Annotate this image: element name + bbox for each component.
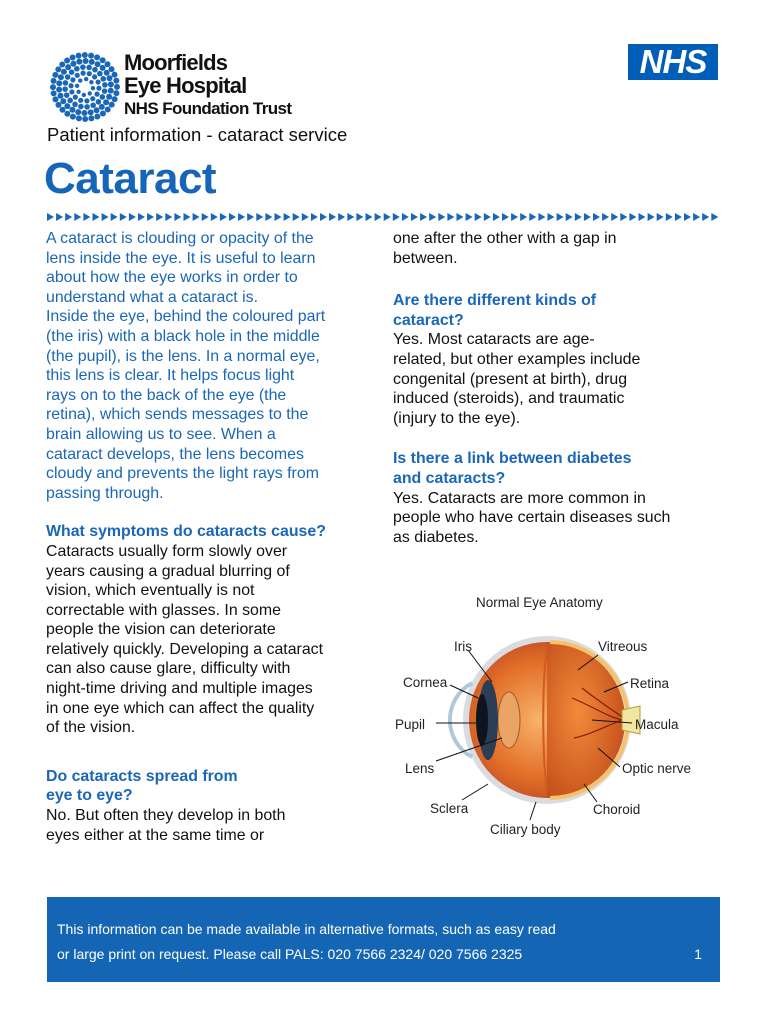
nhs-logo: NHS [628,44,718,80]
document-subtitle: Patient information - cataract service [47,124,348,145]
hospital-name-line1: Moorfields [124,50,228,75]
heading-kinds: Are there different kinds of cataract? [393,292,597,329]
answer-diabetes: Yes. Cataracts are more common in people who have certain diseases such as diabetes. [393,489,671,546]
footer-banner [47,897,720,982]
label-cornea: Cornea [403,675,448,690]
intro-text: A cataract is clouding or opacity of the lens inside the eye. It is useful to learn about how the eye works in order to understand what a cataract is. Inside the eye, behind the coloured part (the iris) with a black hole in the middle (the pupil), is the lens. In a normal eye, this lens is clear. It helps focus light rays on to the back of the eye (the retina), which sends messages to the brain allowing us to see. When a cataract develops, the lens becomes cloudy and prevents the light rays from passing through. [46,230,326,502]
answer-kinds: Yes. Most cataracts are age- related, but other examples include congenital (present at birth), drug induced (steroids), and traumatic (injury to the eye). [393,331,641,427]
label-optic-nerve: Optic nerve [622,761,692,776]
moorfields-sunburst-icon [50,52,120,122]
answer-spread: No. But often they develop in both eyes either at the same time or [46,807,286,844]
heading-diabetes: Is there a link between diabetes and cataracts? [393,450,632,487]
label-choroid: Choroid [593,802,641,817]
vitreous-half [547,642,625,798]
label-retina: Retina [630,676,670,691]
label-sclera: Sclera [430,801,469,816]
footer-line2: or large print on request. Please call PALS: 020 7566 2324/ 020 7566 2325 [57,946,523,962]
hospital-name-line3: NHS Foundation Trust [124,99,292,118]
right-column [393,229,723,547]
eye-anatomy-diagram [392,588,732,848]
heading-spread: Do cataracts spread from eye to eye? [46,767,238,805]
hospital-name [124,52,291,117]
answer-spread-continued: one after the other with a gap in between. [393,230,617,267]
heading-symptoms: What symptoms do cataracts cause? [46,523,326,541]
label-lens: Lens [405,761,435,776]
footer-line1: This information can be made available in alternative formats, such as easy read [57,921,556,937]
hospital-name-line2: Eye Hospital [124,73,247,98]
page-number: 1 [694,946,702,962]
label-iris: Iris [454,639,472,654]
page-title: Cataract [44,154,217,203]
label-ciliary-body: Ciliary body [490,822,561,837]
label-vitreous: Vitreous [598,639,648,654]
label-macula: Macula [635,717,679,732]
arrow-divider [47,211,723,223]
label-pupil: Pupil [395,717,426,732]
left-column [46,229,371,845]
diagram-title: Normal Eye Anatomy [476,595,603,610]
answer-symptoms: Cataracts usually form slowly over years causing a gradual blurring of vision, which eventually is not correctable with glasses. In some people the vision can deteriorate relatively quickly. Developing a cataract can also cause glare, difficulty with night-time driving and multiple images in one eye which can affect the quality of the vision. [46,542,324,737]
